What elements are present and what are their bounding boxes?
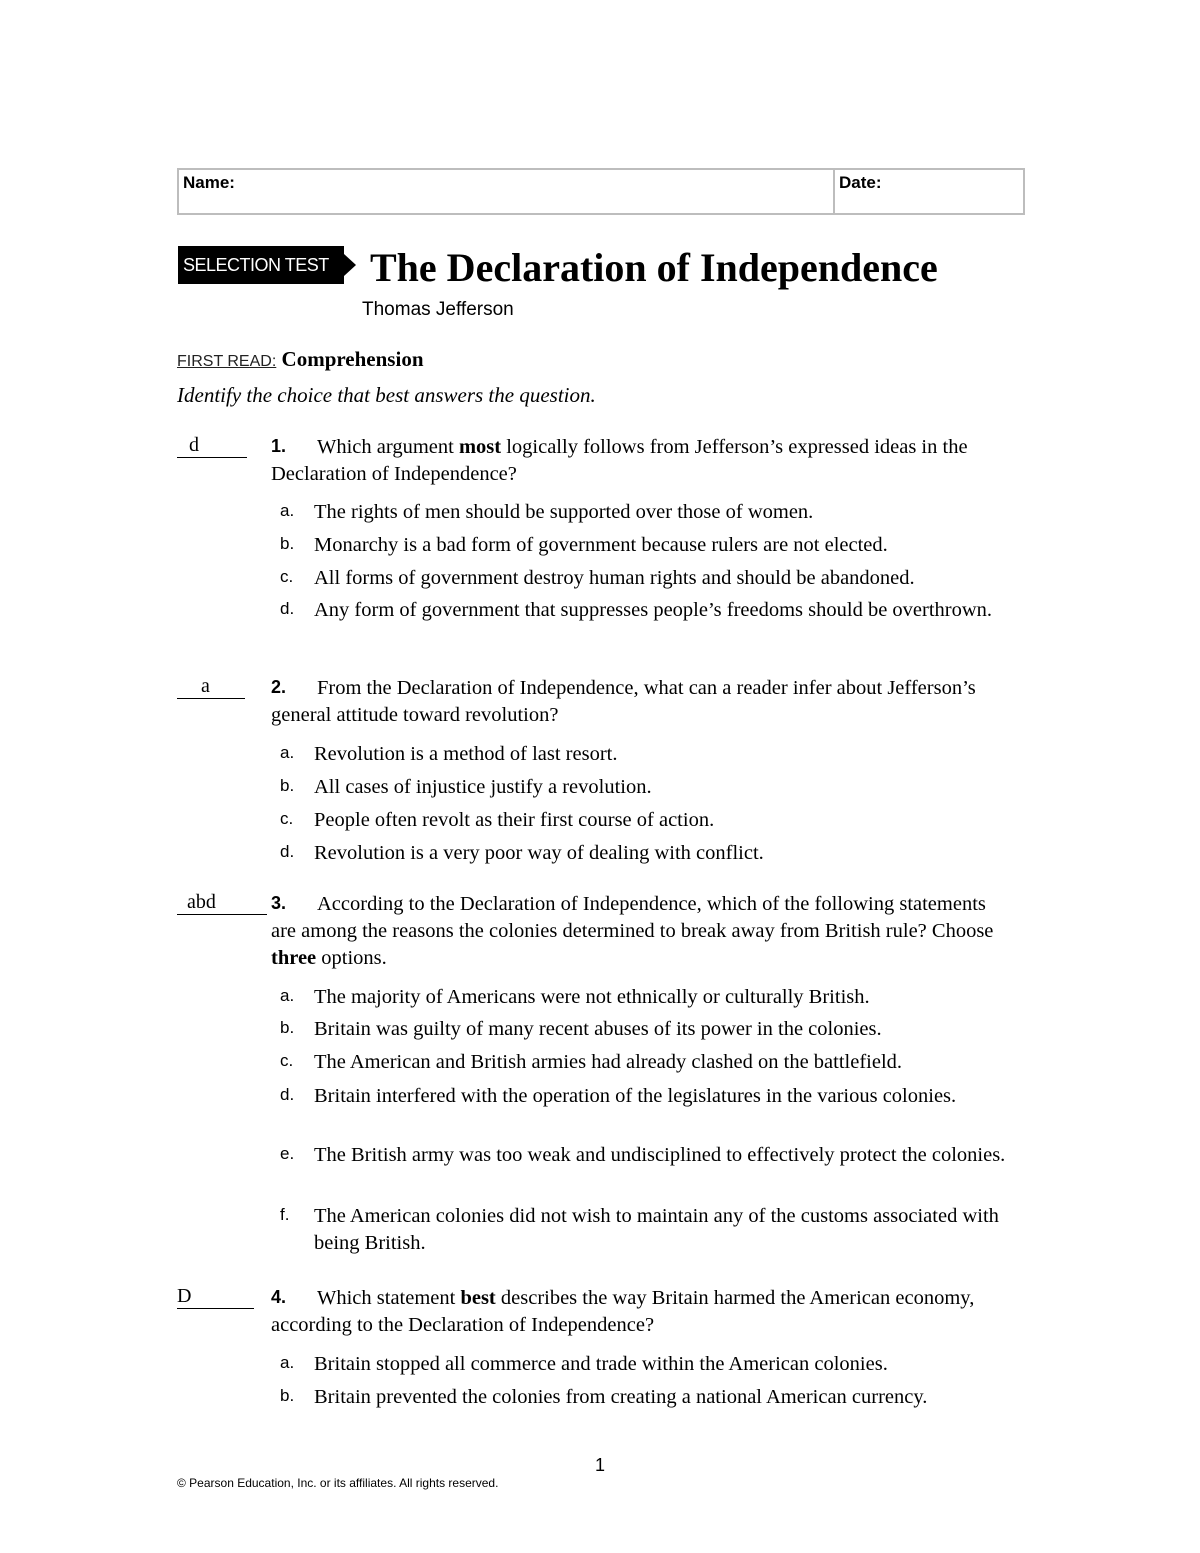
option-text: The American and British armies had already clashed on the battlefield. xyxy=(314,1051,903,1073)
option-letter: b. xyxy=(280,1018,295,1037)
page-number: 1 xyxy=(595,1455,606,1475)
date-label: Date: xyxy=(839,173,882,192)
answer-blank[interactable]: a xyxy=(177,675,245,699)
option-letter: a. xyxy=(280,986,295,1005)
option-letter: f. xyxy=(280,1205,290,1224)
question-number: 3. xyxy=(271,893,287,913)
section-heading xyxy=(177,347,424,372)
option-text: Britain interfered with the operation of the legislatures in the various colonies. xyxy=(314,1085,957,1107)
question-number: 1. xyxy=(271,436,287,456)
option-text: People often revolt as their first course of action. xyxy=(314,809,715,831)
option-text: Revolution is a method of last resort. xyxy=(314,743,618,765)
option-text: Britain prevented the colonies from creating a national American currency. xyxy=(314,1386,928,1408)
option-letter: e. xyxy=(280,1144,295,1163)
option-letter: d. xyxy=(280,1085,295,1104)
question-stem: Which statement best describes the way Britain harmed the American economy, according to the Declaration of Independence? xyxy=(271,1287,975,1336)
option-text: The British army was too weak and undisciplined to effectively protect the colonies. xyxy=(314,1144,1006,1166)
option-text: Britain was guilty of many recent abuses of its power in the colonies. xyxy=(314,1018,882,1040)
option-text: The American colonies did not wish to maintain any of the customs associated with being British. xyxy=(314,1205,999,1254)
copyright-notice: © Pearson Education, Inc. or its affiliates. All rights reserved. xyxy=(177,1476,499,1490)
question-number: 2. xyxy=(271,677,287,697)
answer-blank[interactable]: abd xyxy=(177,891,267,915)
option-text: Monarchy is a bad form of government because rulers are not elected. xyxy=(314,534,888,556)
option-text: The rights of men should be supported over those of women. xyxy=(314,501,814,523)
option-letter: a. xyxy=(280,743,295,762)
option-text: Britain stopped all commerce and trade within the American colonies. xyxy=(314,1353,888,1375)
option-letter: b. xyxy=(280,1386,295,1405)
badge-arrow-icon xyxy=(344,254,356,276)
option-text: Any form of government that suppresses people’s freedoms should be overthrown. xyxy=(314,599,993,621)
date-field[interactable] xyxy=(835,170,1023,213)
option-letter: c. xyxy=(280,567,294,586)
answer-blank[interactable]: d xyxy=(177,434,247,458)
question-number: 4. xyxy=(271,1287,287,1307)
option-letter: d. xyxy=(280,599,295,618)
option-letter: c. xyxy=(280,809,294,828)
question-stem: According to the Declaration of Independence, which of the following statements are among the reasons the colonies determined to break away from British rule? Choose three options. xyxy=(271,893,994,969)
answer-blank[interactable]: D xyxy=(177,1285,254,1309)
option-letter: b. xyxy=(280,534,295,553)
option-letter: d. xyxy=(280,842,295,861)
option-letter: c. xyxy=(280,1051,294,1070)
badge-label: SELECTION TEST xyxy=(178,246,344,284)
instructions: Identify the choice that best answers the question. xyxy=(177,383,596,407)
author-name: Thomas Jefferson xyxy=(362,299,514,320)
name-date-box xyxy=(177,168,1025,215)
option-text: All forms of government destroy human rights and should be abandoned. xyxy=(314,567,915,589)
question-stem: Which argument most logically follows from Jefferson’s expressed ideas in the Declaration of Independence? xyxy=(271,436,968,485)
option-text: Revolution is a very poor way of dealing with conflict. xyxy=(314,842,764,864)
name-field[interactable] xyxy=(179,170,835,213)
name-label: Name: xyxy=(183,173,235,192)
option-letter: a. xyxy=(280,1353,295,1372)
selection-test-badge xyxy=(178,246,358,284)
option-text: The majority of Americans were not ethnically or culturally British. xyxy=(314,986,870,1008)
section-label: FIRST READ: xyxy=(177,353,277,370)
option-letter: b. xyxy=(280,776,295,795)
option-letter: a. xyxy=(280,501,295,520)
question-stem: From the Declaration of Independence, what can a reader infer about Jefferson’s general attitude toward revolution? xyxy=(271,677,976,726)
section-title: Comprehension xyxy=(281,347,424,371)
option-text: All cases of injustice justify a revolution. xyxy=(314,776,652,798)
page-title: The Declaration of Independence xyxy=(370,245,938,290)
